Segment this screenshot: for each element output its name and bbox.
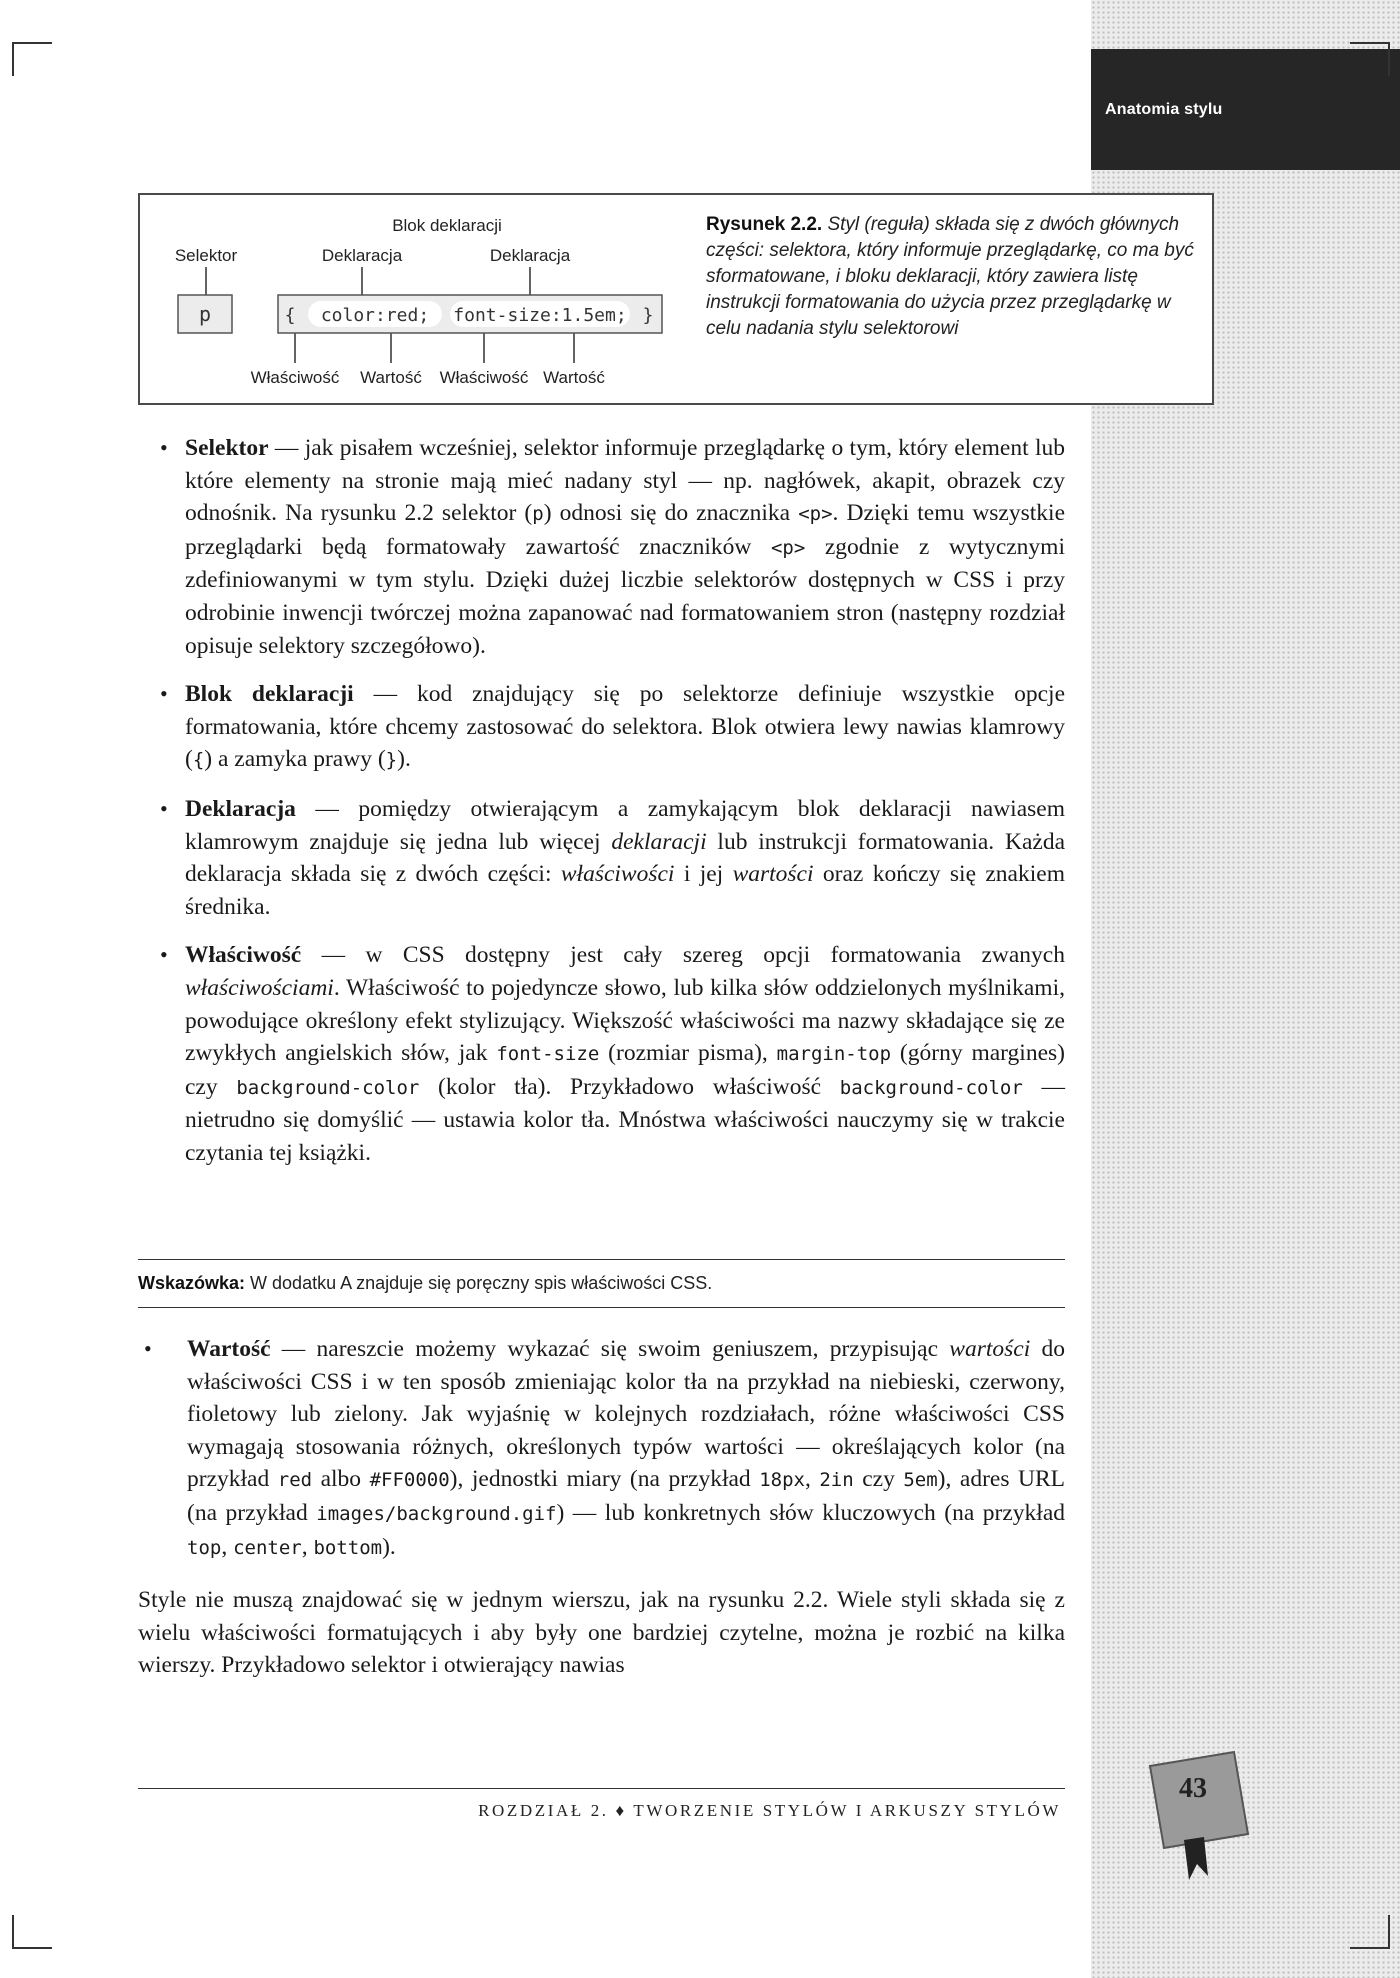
text: (kolor tła). Przykładowo właściwość [419, 1073, 840, 1100]
page-number: 43 [1179, 1773, 1207, 1804]
emphasis: wartości [732, 861, 814, 888]
crop-mark-top-left [12, 42, 52, 76]
emphasis: właściwościami [185, 974, 334, 1001]
tip-label: Wskazówka: [138, 1273, 246, 1293]
text: lub instrukcji formatowania. Każda deklaracja składa się z dwóch części: [185, 828, 1066, 888]
label-declaration-block: Blok deklaracji [392, 216, 502, 235]
list-item-value [138, 1333, 1065, 1564]
text: , [804, 1466, 820, 1493]
main-text-continued [138, 1333, 1065, 1682]
text: czy [853, 1466, 904, 1493]
text: (rozmiar pisma), [599, 1040, 777, 1067]
inline-code: 2in [819, 1469, 854, 1492]
open-brace: { [284, 305, 296, 326]
text: , [221, 1533, 234, 1560]
figure-2-2 [138, 193, 1214, 405]
list-item-declaration [138, 793, 1065, 923]
inline-code: 5em [903, 1469, 938, 1492]
inline-code: { [192, 749, 205, 772]
list-item-property [138, 939, 1065, 1169]
label-property-2: Właściwość [439, 368, 529, 387]
inline-code: #FF0000 [369, 1469, 450, 1492]
running-footer [138, 1801, 1061, 1821]
crop-mark-top-right [1350, 42, 1390, 76]
text: , [301, 1533, 314, 1560]
text: — nareszcie możemy wykazać się swoim geniuszem, przypisując [270, 1336, 950, 1362]
text: — pomiędzy otwierającym a zamykającym blok deklaracji nawiasem klamrowym znajduje się jedna lub więcej [185, 795, 1065, 855]
term: Blok deklaracji [185, 681, 354, 708]
tip-text: W dodatku A znajduje się poręczny spis właściwości CSS. [245, 1273, 713, 1293]
footer-chapter: ROZDZIAŁ 2. [478, 1801, 609, 1820]
declaration-1-code: color:red; [320, 305, 430, 326]
footer-title: TWORZENIE STYLÓW I ARKUSZY STYLÓW [633, 1801, 1061, 1820]
inline-code: red [277, 1469, 313, 1492]
text: . Dzięki temu wszystkie przeglądarki będą formatowały zawartość znaczników [185, 500, 1065, 560]
main-text [138, 432, 1065, 1185]
inline-code: top [187, 1536, 222, 1559]
text: oraz kończy się znakiem średnika. [185, 861, 1065, 920]
term: Selektor [185, 435, 269, 461]
text: do właściwości CSS i w ten sposób zmieniając kolor tła na przykład na niebieski, czerwony, fioletowy lub zielony. Jak wyjaśnię w kolejnych rozdziałach, różne właściwości CSS wymagają stosowania różnych, określonych typów wartości — określających kolor (na przykład [187, 1336, 1065, 1493]
text: (górny margines) czy [185, 1040, 1065, 1100]
text: i jej [674, 861, 733, 888]
label-value-2: Wartość [543, 368, 605, 387]
label-selector: Selektor [174, 246, 238, 265]
emphasis: deklaracji [611, 828, 707, 855]
caption-label: Rysunek 2.2. [706, 214, 823, 235]
text: ) odnosi się do znacznika [543, 500, 799, 527]
body-paragraph: Style nie muszą znajdować się w jednym wierszu, jak na rysunku 2.2. Wiele styli składa się z wielu właściwości formatujących i aby były one bardziej czytelne, można je rozbić na kilka wierszy. Przykładowo selektor i otwierający nawias [138, 1587, 1065, 1679]
text: ), adres URL (na przykład [187, 1466, 1065, 1526]
inline-code: background-color [236, 1076, 420, 1099]
text: ). [382, 1533, 396, 1560]
label-declaration-1: Deklaracja [321, 246, 403, 265]
text: — jak pisałem wcześniej, selektor informuje przeglądarkę o tym, który element lub które elementy na stronie mają mieć nadany styl — np. nagłówek, akapit, obrazek czy odnośnik. Na rysunku 2.2 selektor ( [185, 435, 1065, 527]
crop-mark-bottom-left [12, 1915, 52, 1949]
list-item-declaration-block [138, 678, 1065, 777]
page-number-badge [1142, 1748, 1252, 1888]
text: ) — lub konkretnych słów kluczowych (na przykład [556, 1499, 1065, 1526]
inline-code: center [233, 1536, 302, 1559]
inline-code: <p> [798, 503, 833, 526]
inline-code: margin-top [776, 1043, 892, 1066]
definitions-list-continued [138, 1333, 1065, 1564]
figure-caption [706, 212, 1198, 342]
footer-separator: ♦ [615, 1801, 627, 1820]
text: — w CSS dostępny jest cały szereg opcji formatowania zwanych [301, 942, 1065, 969]
close-brace: } [642, 305, 654, 326]
text: . Właściwość to pojedyncze słowo, lub kilka słów oddzielonych myślnikami, powodujące określony efekt stylizujący. Większość właściwości ma nazwy składające się ze zwykłych angielskich słów, jak [185, 974, 1065, 1067]
inline-code: images/background.gif [316, 1502, 557, 1525]
term: Wartość [187, 1336, 271, 1362]
bookmark-ribbon-icon [1184, 1837, 1208, 1880]
footer-rule [138, 1788, 1065, 1789]
term: Właściwość [185, 942, 302, 969]
text: ). [397, 746, 411, 773]
term: Deklaracja [185, 795, 296, 822]
list-item-selector [138, 432, 1065, 662]
emphasis: wartości [949, 1336, 1031, 1362]
emphasis: właściwości [560, 861, 675, 888]
tip-box [138, 1259, 1065, 1308]
text: — kod znajdujący się po selektorze definiuje wszystkie opcje formatowania, które chcemy zastosować do selektora. Blok otwiera lewy nawias klamrowy ( [185, 681, 1066, 773]
inline-code: } [385, 749, 398, 772]
text: ) a zamyka prawy ( [204, 746, 386, 773]
text: albo [312, 1466, 370, 1493]
inline-code: bottom [313, 1536, 383, 1559]
inline-code: p [532, 503, 544, 526]
text: zgodnie z wytycznymi zdefiniowanymi w tym stylu. Dzięki dużej liczbie selektorów dostępnych w CSS i przy odrobinie inwencji twórczej można zapanować nad formatowaniem stron (następny rozdział opisuje selektory szczegółowo). [185, 533, 1065, 659]
crop-mark-bottom-right [1350, 1915, 1390, 1949]
declaration-2-code: font-size:1.5em; [453, 305, 627, 326]
text: ), jednostki miary (na przykład [449, 1466, 760, 1493]
definitions-list [138, 432, 1065, 1169]
inline-code: background-color [839, 1076, 1023, 1099]
label-declaration-2: Deklaracja [489, 246, 571, 265]
inline-code: font-size [496, 1043, 600, 1066]
label-property-1: Właściwość [250, 368, 340, 387]
inline-code: 18px [759, 1469, 805, 1492]
text: — nietrudno się domyślić — ustawia kolor tła. Mnóstwa właściwości nauczymy się w trakcie czytania tej książki. [185, 1073, 1065, 1166]
label-value-1: Wartość [360, 368, 422, 387]
caption-text: Styl (reguła) składa się z dwóch głównych części: selektora, który informuje przeglądarkę, co ma być sformatowane, i bloku deklaracji, który zawiera listę instrukcji formatowania do użycia przez przeglądarkę w celu nadania stylu selektorowi [706, 214, 1194, 339]
section-title: Anatomia stylu [1105, 101, 1223, 118]
selector-code: p [198, 302, 212, 326]
inline-code: <p> [770, 536, 806, 559]
